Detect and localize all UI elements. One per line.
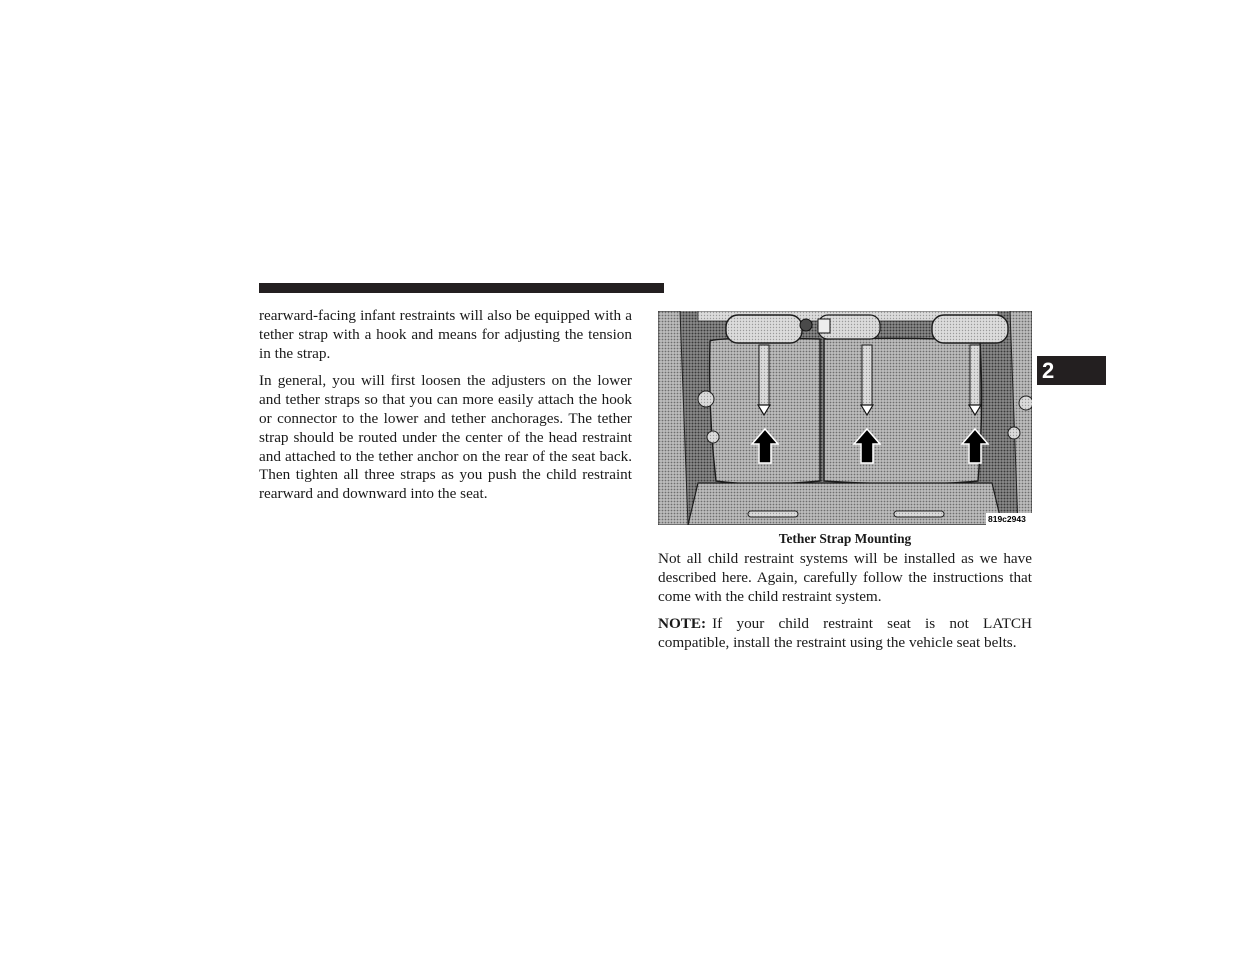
note-label: NOTE: — [658, 615, 707, 633]
paragraph-tether-strap-intro: rearward-facing infant restraints will also be equipped with a tether strap with a hook and means for adjusting the tension in the strap. — [259, 307, 632, 362]
note-paragraph — [658, 615, 1032, 653]
paragraph-installation-steps: In general, you will first loosen the adjusters on the lower and tether straps so that you can more easily attach the hook or connector to the lower and tether anchorages. The tether strap should be routed under the center of the head restraint and attached to the tether anchor on the rear of the seat back. Then tighten all three straps as you push the child restraint rearward and downward into the seat. — [259, 372, 632, 503]
chapter-number-tab: 2 — [1037, 356, 1106, 385]
note-text: If your child restraint seat is not LATCH compatible, install the restraint using the vehicle seat belts. — [658, 615, 1032, 652]
section-top-rule — [259, 283, 664, 293]
image-code-label: 819c2943 — [988, 514, 1026, 524]
right-text-column — [658, 550, 1032, 662]
tether-strap-illustration — [658, 311, 1032, 525]
left-text-column — [259, 307, 632, 513]
paragraph-follow-instructions: Not all child restraint systems will be installed as we have described here. Again, carefully follow the instructions that come with the child restraint system. — [658, 550, 1032, 605]
figure-caption: Tether Strap Mounting — [778, 531, 912, 546]
